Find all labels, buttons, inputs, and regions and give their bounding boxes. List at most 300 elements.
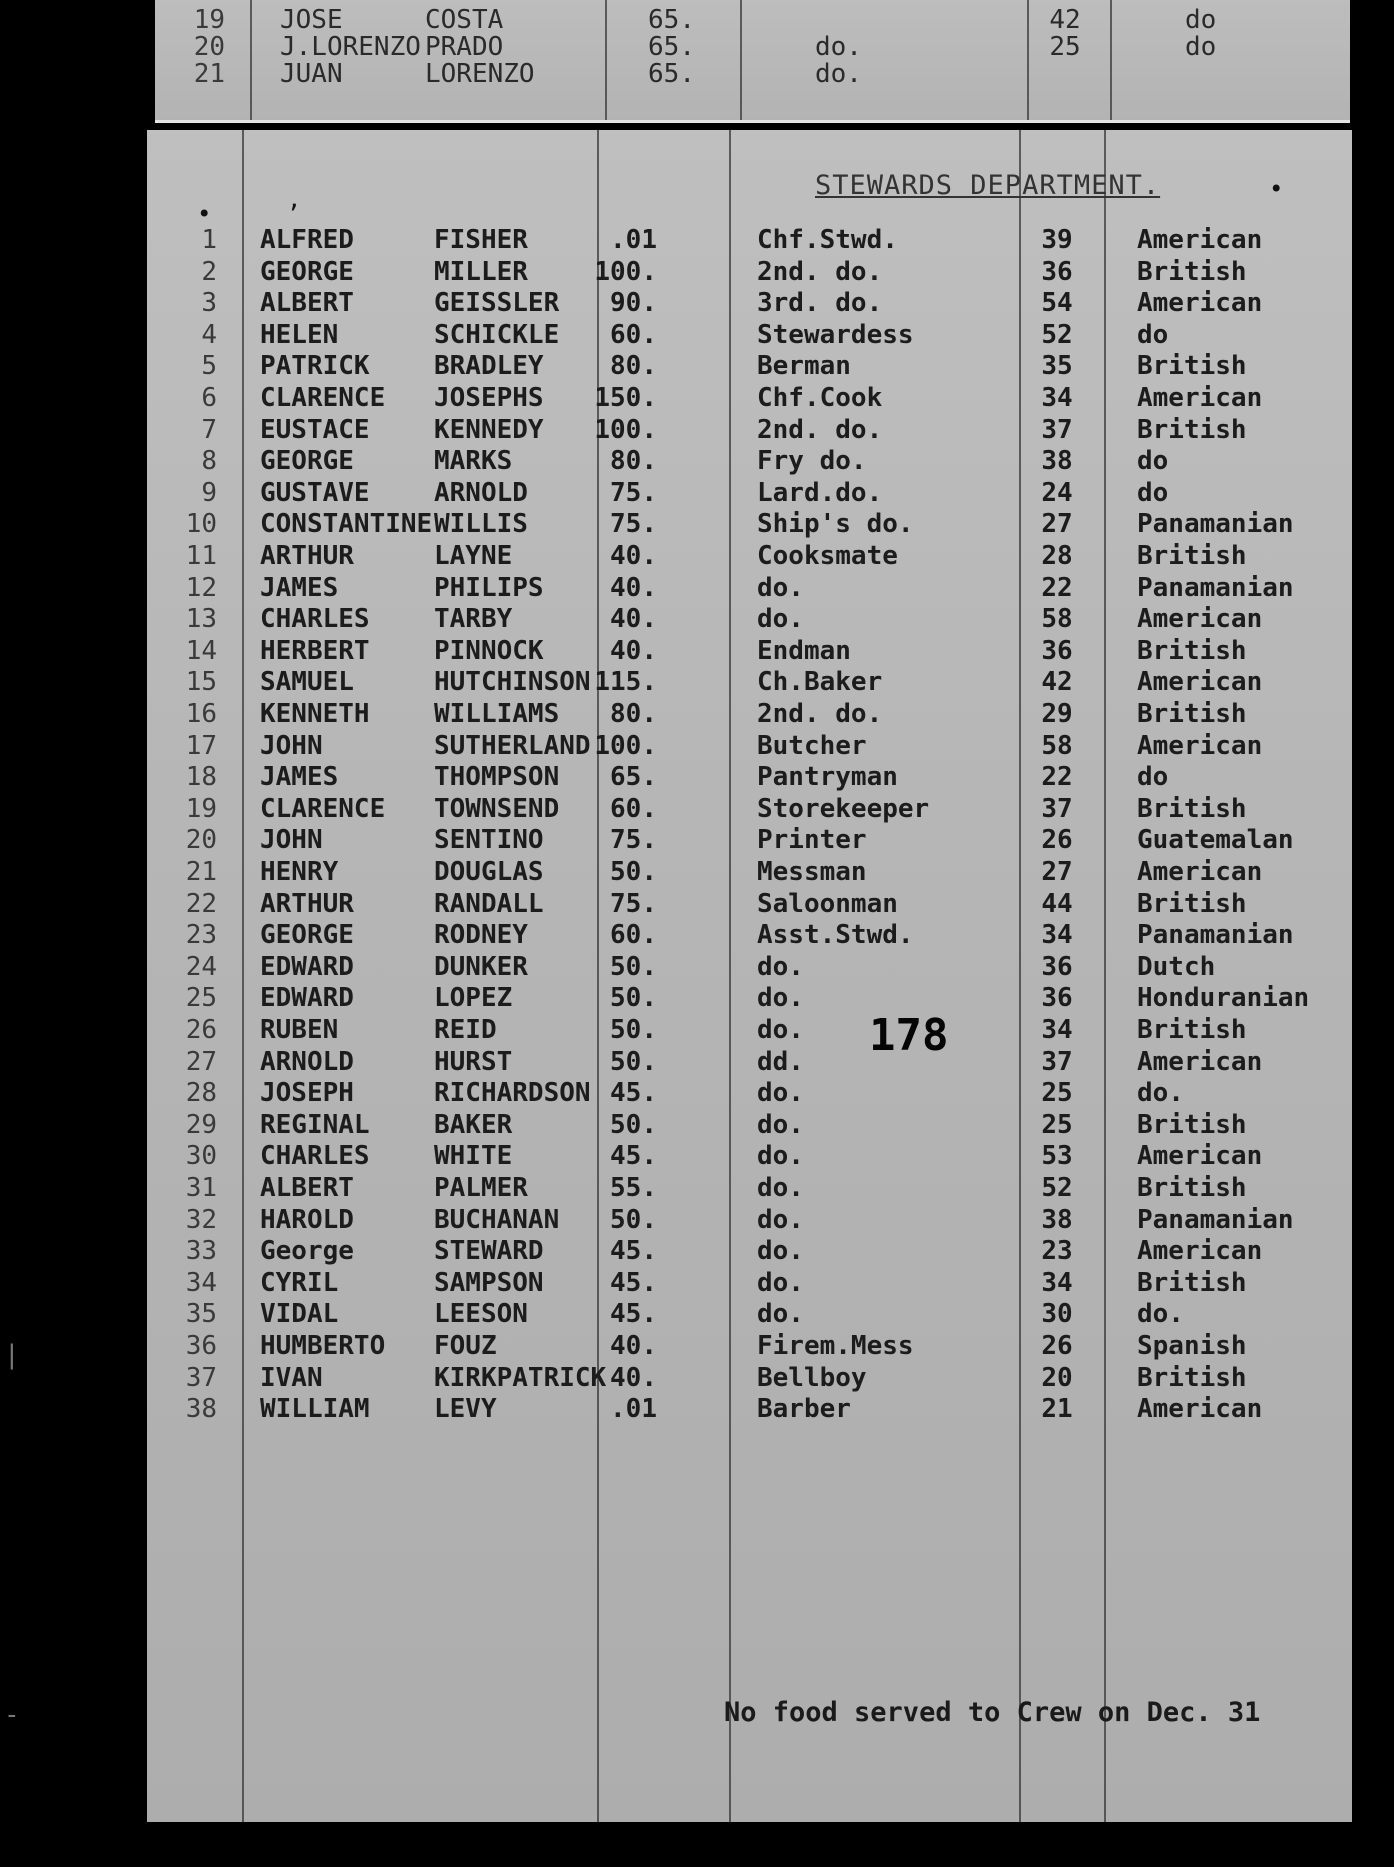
first-name: REGINAL — [260, 1109, 370, 1140]
nationality: American — [1137, 288, 1263, 319]
rating: do. — [757, 1141, 804, 1172]
last-name: RICHARDSON — [434, 1078, 591, 1109]
edge-mark: | — [4, 1340, 20, 1370]
first-name: JUAN — [280, 59, 343, 89]
rating: 2nd. do. — [757, 699, 883, 729]
last-name: BAKER — [434, 1109, 513, 1140]
rating: Printer — [757, 825, 867, 856]
last-name: MILLER — [434, 256, 528, 287]
crew-row — [147, 573, 1352, 604]
wage: 75. — [610, 825, 657, 856]
nationality: American — [1137, 1046, 1263, 1077]
nationality: Spanish — [1137, 1331, 1247, 1361]
first-name: EDWARD — [260, 983, 354, 1014]
first-name: George — [260, 1236, 354, 1267]
rating: Pantryman — [757, 762, 898, 793]
wage: 80. — [610, 446, 657, 477]
last-name: BRADLEY — [434, 351, 544, 382]
crew-row — [147, 288, 1352, 319]
edge-mark: - — [4, 1700, 20, 1730]
nationality: British — [1137, 414, 1247, 445]
wage: 55. — [610, 1173, 657, 1203]
row-number: 18 — [185, 762, 217, 793]
rating: Bellboy — [757, 1362, 867, 1393]
wage: .01 — [610, 1394, 657, 1425]
age: 22 — [1041, 572, 1073, 603]
rating: do. — [815, 59, 862, 89]
rating: Saloonman — [757, 888, 898, 919]
nationality: American — [1137, 857, 1263, 887]
rating: Butcher — [757, 730, 867, 761]
first-name: ALBERT — [260, 1173, 354, 1203]
last-name: SENTINO — [434, 825, 544, 856]
wage: 50. — [610, 1046, 657, 1077]
rating: do. — [757, 983, 804, 1014]
nationality: Panamanian — [1137, 920, 1294, 951]
rating: dd. — [757, 1046, 804, 1077]
age: 30 — [1041, 1299, 1073, 1330]
first-name: CONSTANTINE — [260, 509, 433, 540]
row-number: 13 — [185, 604, 217, 635]
wage: 60. — [610, 793, 657, 824]
crew-row — [147, 952, 1352, 983]
row-number: 22 — [185, 888, 217, 919]
crew-row — [147, 1268, 1352, 1299]
last-name: DOUGLAS — [434, 857, 544, 887]
age: 37 — [1041, 414, 1073, 445]
first-name: WILLIAM — [260, 1394, 370, 1425]
age: 58 — [1041, 730, 1073, 761]
nationality: American — [1137, 1236, 1263, 1267]
age: 54 — [1041, 288, 1073, 319]
crew-row — [147, 1173, 1352, 1204]
wage: 60. — [610, 319, 657, 350]
row-number: 20 — [185, 825, 217, 856]
rating: do. — [757, 604, 804, 635]
first-name: EDWARD — [260, 951, 354, 982]
first-name: J.LORENZO — [280, 32, 421, 62]
nationality: American — [1137, 667, 1263, 698]
wage: .01 — [610, 225, 657, 255]
wage: 40. — [610, 1362, 657, 1393]
last-name: MARKS — [434, 446, 513, 477]
wage: 115. — [594, 667, 657, 698]
crew-row — [147, 1141, 1352, 1172]
last-name: SUTHERLAND — [434, 730, 591, 761]
wage: 50. — [610, 857, 657, 887]
last-name: ARNOLD — [434, 477, 528, 508]
age: 53 — [1041, 1141, 1073, 1172]
first-name: JOHN — [260, 730, 323, 761]
nationality: British — [1137, 256, 1247, 287]
crew-row — [147, 604, 1352, 635]
rating: Berman — [757, 351, 851, 382]
crew-row — [147, 225, 1352, 256]
footnote: No food served to Crew on Dec. 31 — [724, 1697, 1261, 1728]
nationality: Panamanian — [1137, 509, 1294, 540]
row-number: 15 — [185, 667, 217, 698]
nationality: do — [1185, 5, 1217, 35]
wage: 45. — [610, 1236, 657, 1267]
nationality: Guatemalan — [1137, 825, 1294, 856]
rating: 3rd. do. — [757, 288, 883, 319]
wage: 45. — [610, 1267, 657, 1298]
wage: 100. — [594, 414, 657, 445]
crew-row — [147, 1205, 1352, 1236]
age: 29 — [1041, 699, 1073, 729]
wage: 60. — [610, 920, 657, 951]
crew-row — [147, 699, 1352, 730]
age: 25 — [1049, 32, 1081, 62]
crew-row — [147, 351, 1352, 382]
crew-row — [147, 1078, 1352, 1109]
nationality: British — [1137, 888, 1247, 919]
wage: 50. — [610, 951, 657, 982]
last-name: DUNKER — [434, 951, 528, 982]
row-number: 1 — [201, 225, 217, 255]
first-name: ALFRED — [260, 225, 354, 255]
rating: do. — [757, 1078, 804, 1109]
first-name: JAMES — [260, 572, 339, 603]
last-name: PINNOCK — [434, 635, 544, 666]
last-name: FISHER — [434, 225, 528, 255]
age: 26 — [1041, 825, 1073, 856]
first-name: GEORGE — [260, 446, 354, 477]
rating: Lard.do. — [757, 477, 883, 508]
last-name: PALMER — [434, 1173, 528, 1203]
row-number: 4 — [201, 319, 217, 350]
crew-row — [147, 1110, 1352, 1141]
department-heading: STEWARDS DEPARTMENT. — [815, 170, 1161, 201]
first-name: HERBERT — [260, 635, 370, 666]
first-name: GEORGE — [260, 920, 354, 951]
row-number: 19 — [185, 793, 217, 824]
row-number: 27 — [185, 1046, 217, 1077]
nationality: British — [1137, 635, 1247, 666]
last-name: LOPEZ — [434, 983, 513, 1014]
crew-row — [147, 762, 1352, 793]
age: 20 — [1041, 1362, 1073, 1393]
wage: 65. — [648, 32, 695, 62]
rating: do. — [757, 1109, 804, 1140]
last-name: LORENZO — [425, 59, 535, 89]
row-number: 25 — [185, 983, 217, 1014]
wage: 100. — [594, 730, 657, 761]
nationality: American — [1137, 1394, 1263, 1425]
first-name: CHARLES — [260, 604, 370, 635]
last-name: REID — [434, 1015, 497, 1045]
nationality: British — [1137, 1173, 1247, 1203]
wage: 150. — [594, 383, 657, 413]
row-number: 36 — [185, 1331, 217, 1361]
row-number: 31 — [185, 1173, 217, 1203]
row-number: 6 — [201, 383, 217, 413]
crew-row — [147, 920, 1352, 951]
wage: 40. — [610, 572, 657, 603]
age: 34 — [1041, 1015, 1073, 1045]
last-name: WHITE — [434, 1141, 513, 1172]
nationality: Panamanian — [1137, 572, 1294, 603]
first-name: GUSTAVE — [260, 477, 370, 508]
first-name: ARTHUR — [260, 541, 354, 571]
wage: 45. — [610, 1078, 657, 1109]
last-name: JOSEPHS — [434, 383, 544, 413]
age: 36 — [1041, 983, 1073, 1014]
age: 35 — [1041, 351, 1073, 382]
rating: do. — [757, 1173, 804, 1203]
crew-row — [147, 636, 1352, 667]
row-number: 5 — [201, 351, 217, 382]
age: 25 — [1041, 1078, 1073, 1109]
nationality: do. — [1137, 1078, 1184, 1109]
crew-row — [147, 983, 1352, 1014]
last-name: FOUZ — [434, 1331, 497, 1361]
first-name: KENNETH — [260, 699, 370, 729]
nationality: American — [1137, 730, 1263, 761]
wage: 50. — [610, 1204, 657, 1235]
crew-row — [147, 383, 1352, 414]
nationality: British — [1137, 351, 1247, 382]
rating: Stewardess — [757, 319, 914, 350]
rating: do. — [757, 951, 804, 982]
row-number: 20 — [193, 32, 225, 62]
first-name: CYRIL — [260, 1267, 339, 1298]
wage: 75. — [610, 888, 657, 919]
wage: 40. — [610, 635, 657, 666]
last-name: BUCHANAN — [434, 1204, 560, 1235]
age: 37 — [1041, 1046, 1073, 1077]
last-name: THOMPSON — [434, 762, 560, 793]
age: 34 — [1041, 920, 1073, 951]
wage: 65. — [648, 59, 695, 89]
crew-row — [147, 509, 1352, 540]
first-name: CLARENCE — [260, 383, 386, 413]
last-name: TARBY — [434, 604, 513, 635]
wage: 50. — [610, 1015, 657, 1045]
last-name: HURST — [434, 1046, 513, 1077]
wage: 40. — [610, 1331, 657, 1361]
tick-mark: • — [197, 200, 212, 228]
crew-row — [147, 825, 1352, 856]
nationality: British — [1137, 699, 1247, 729]
rating: Fry do. — [757, 446, 867, 477]
first-name: ARTHUR — [260, 888, 354, 919]
nationality: American — [1137, 604, 1263, 635]
age: 28 — [1041, 541, 1073, 571]
wage: 50. — [610, 983, 657, 1014]
nationality: do — [1137, 762, 1169, 793]
first-name: IVAN — [260, 1362, 323, 1393]
age: 52 — [1041, 1173, 1073, 1203]
nationality: British — [1137, 1362, 1247, 1393]
rating: do. — [757, 1015, 804, 1045]
last-name: GEISSLER — [434, 288, 560, 319]
wage: 90. — [610, 288, 657, 319]
crew-row — [147, 1015, 1352, 1046]
nationality: do — [1185, 32, 1217, 62]
nationality: American — [1137, 1141, 1263, 1172]
crew-row — [147, 1331, 1352, 1362]
row-number: 16 — [185, 699, 217, 729]
rating: Storekeeper — [757, 793, 930, 824]
age: 22 — [1041, 762, 1073, 793]
rating: do. — [757, 1267, 804, 1298]
row-number: 3 — [201, 288, 217, 319]
row-number: 23 — [185, 920, 217, 951]
row-number: 21 — [185, 857, 217, 887]
rating: 2nd. do. — [757, 256, 883, 287]
age: 34 — [1041, 1267, 1073, 1298]
stewards-department-sheet — [147, 130, 1352, 1822]
first-name: PATRICK — [260, 351, 370, 382]
age: 37 — [1041, 793, 1073, 824]
age: 21 — [1041, 1394, 1073, 1425]
row-number: 8 — [201, 446, 217, 477]
row-number: 33 — [185, 1236, 217, 1267]
age: 27 — [1041, 509, 1073, 540]
row-number: 34 — [185, 1267, 217, 1298]
row-number: 26 — [185, 1015, 217, 1045]
last-name: LEESON — [434, 1299, 528, 1330]
first-name: GEORGE — [260, 256, 354, 287]
last-name: KENNEDY — [434, 414, 544, 445]
first-name: RUBEN — [260, 1015, 339, 1045]
age: 38 — [1041, 446, 1073, 477]
nationality: British — [1137, 1015, 1247, 1045]
last-name: HUTCHINSON — [434, 667, 591, 698]
row-number: 17 — [185, 730, 217, 761]
rating: Cooksmate — [757, 541, 898, 571]
age: 36 — [1041, 951, 1073, 982]
row-number: 12 — [185, 572, 217, 603]
wage: 40. — [610, 604, 657, 635]
crew-row — [147, 257, 1352, 288]
rating: do. — [757, 572, 804, 603]
first-name: JOSEPH — [260, 1078, 354, 1109]
nationality: do — [1137, 319, 1169, 350]
crew-row — [147, 478, 1352, 509]
wage: 65. — [610, 762, 657, 793]
rating: do. — [757, 1236, 804, 1267]
rating: do. — [757, 1299, 804, 1330]
first-name: JOSE — [280, 5, 343, 35]
crew-row — [147, 541, 1352, 572]
first-name: HUMBERTO — [260, 1331, 386, 1361]
row-number: 14 — [185, 635, 217, 666]
nationality: British — [1137, 1267, 1247, 1298]
last-name: RODNEY — [434, 920, 528, 951]
wage: 80. — [610, 699, 657, 729]
last-name: SCHICKLE — [434, 319, 560, 350]
wage: 75. — [610, 509, 657, 540]
last-name: LAYNE — [434, 541, 513, 571]
age: 25 — [1041, 1109, 1073, 1140]
age: 36 — [1041, 256, 1073, 287]
rating: Barber — [757, 1394, 851, 1425]
last-name: RANDALL — [434, 888, 544, 919]
age: 52 — [1041, 319, 1073, 350]
age: 24 — [1041, 477, 1073, 508]
rating: Ship's do. — [757, 509, 914, 540]
last-name: WILLIS — [434, 509, 528, 540]
age: 58 — [1041, 604, 1073, 635]
nationality: British — [1137, 541, 1247, 571]
age: 39 — [1041, 225, 1073, 255]
crew-row — [147, 667, 1352, 698]
crew-row — [147, 1299, 1352, 1330]
first-name: SAMUEL — [260, 667, 354, 698]
wage: 50. — [610, 1109, 657, 1140]
first-name: VIDAL — [260, 1299, 339, 1330]
row-number: 9 — [201, 477, 217, 508]
rating: Chf.Stwd. — [757, 225, 898, 255]
age: 44 — [1041, 888, 1073, 919]
last-name: STEWARD — [434, 1236, 544, 1267]
row-number: 2 — [201, 256, 217, 287]
crew-row — [147, 1236, 1352, 1267]
row-number: 35 — [185, 1299, 217, 1330]
nationality: American — [1137, 225, 1263, 255]
first-name: HAROLD — [260, 1204, 354, 1235]
nationality: British — [1137, 793, 1247, 824]
last-name: TOWNSEND — [434, 793, 560, 824]
row-number: 24 — [185, 951, 217, 982]
crew-row — [147, 320, 1352, 351]
row-number: 19 — [193, 5, 225, 35]
row-number: 10 — [185, 509, 217, 540]
row-number: 37 — [185, 1362, 217, 1393]
crew-row — [147, 857, 1352, 888]
rating: do. — [757, 1204, 804, 1235]
row-number: 32 — [185, 1204, 217, 1235]
tick-mark: , — [287, 185, 302, 213]
nationality: American — [1137, 383, 1263, 413]
first-name: HELEN — [260, 319, 339, 350]
age: 36 — [1041, 635, 1073, 666]
row-number: 30 — [185, 1141, 217, 1172]
row-number: 7 — [201, 414, 217, 445]
rating: Ch.Baker — [757, 667, 883, 698]
page-number-stamp: 178 — [869, 1010, 949, 1061]
nationality: Dutch — [1137, 951, 1216, 982]
crew-row — [147, 889, 1352, 920]
last-name: COSTA — [425, 5, 504, 35]
last-name: LEVY — [434, 1394, 497, 1425]
crew-row — [147, 1394, 1352, 1425]
first-name: CLARENCE — [260, 793, 386, 824]
wage: 45. — [610, 1299, 657, 1330]
row-number: 28 — [185, 1078, 217, 1109]
wage: 65. — [648, 5, 695, 35]
crew-row — [147, 415, 1352, 446]
previous-page-strip — [155, 0, 1350, 123]
wage: 75. — [610, 477, 657, 508]
row-number: 29 — [185, 1109, 217, 1140]
wage: 80. — [610, 351, 657, 382]
wage: 100. — [594, 256, 657, 287]
first-name: ARNOLD — [260, 1046, 354, 1077]
age: 38 — [1041, 1204, 1073, 1235]
age: 27 — [1041, 857, 1073, 887]
row-number: 38 — [185, 1394, 217, 1425]
nationality: Honduranian — [1137, 983, 1310, 1014]
nationality: Panamanian — [1137, 1204, 1294, 1235]
first-name: EUSTACE — [260, 414, 370, 445]
rating: Endman — [757, 635, 851, 666]
first-name: CHARLES — [260, 1141, 370, 1172]
row-number: 21 — [193, 59, 225, 89]
age: 42 — [1049, 5, 1081, 35]
